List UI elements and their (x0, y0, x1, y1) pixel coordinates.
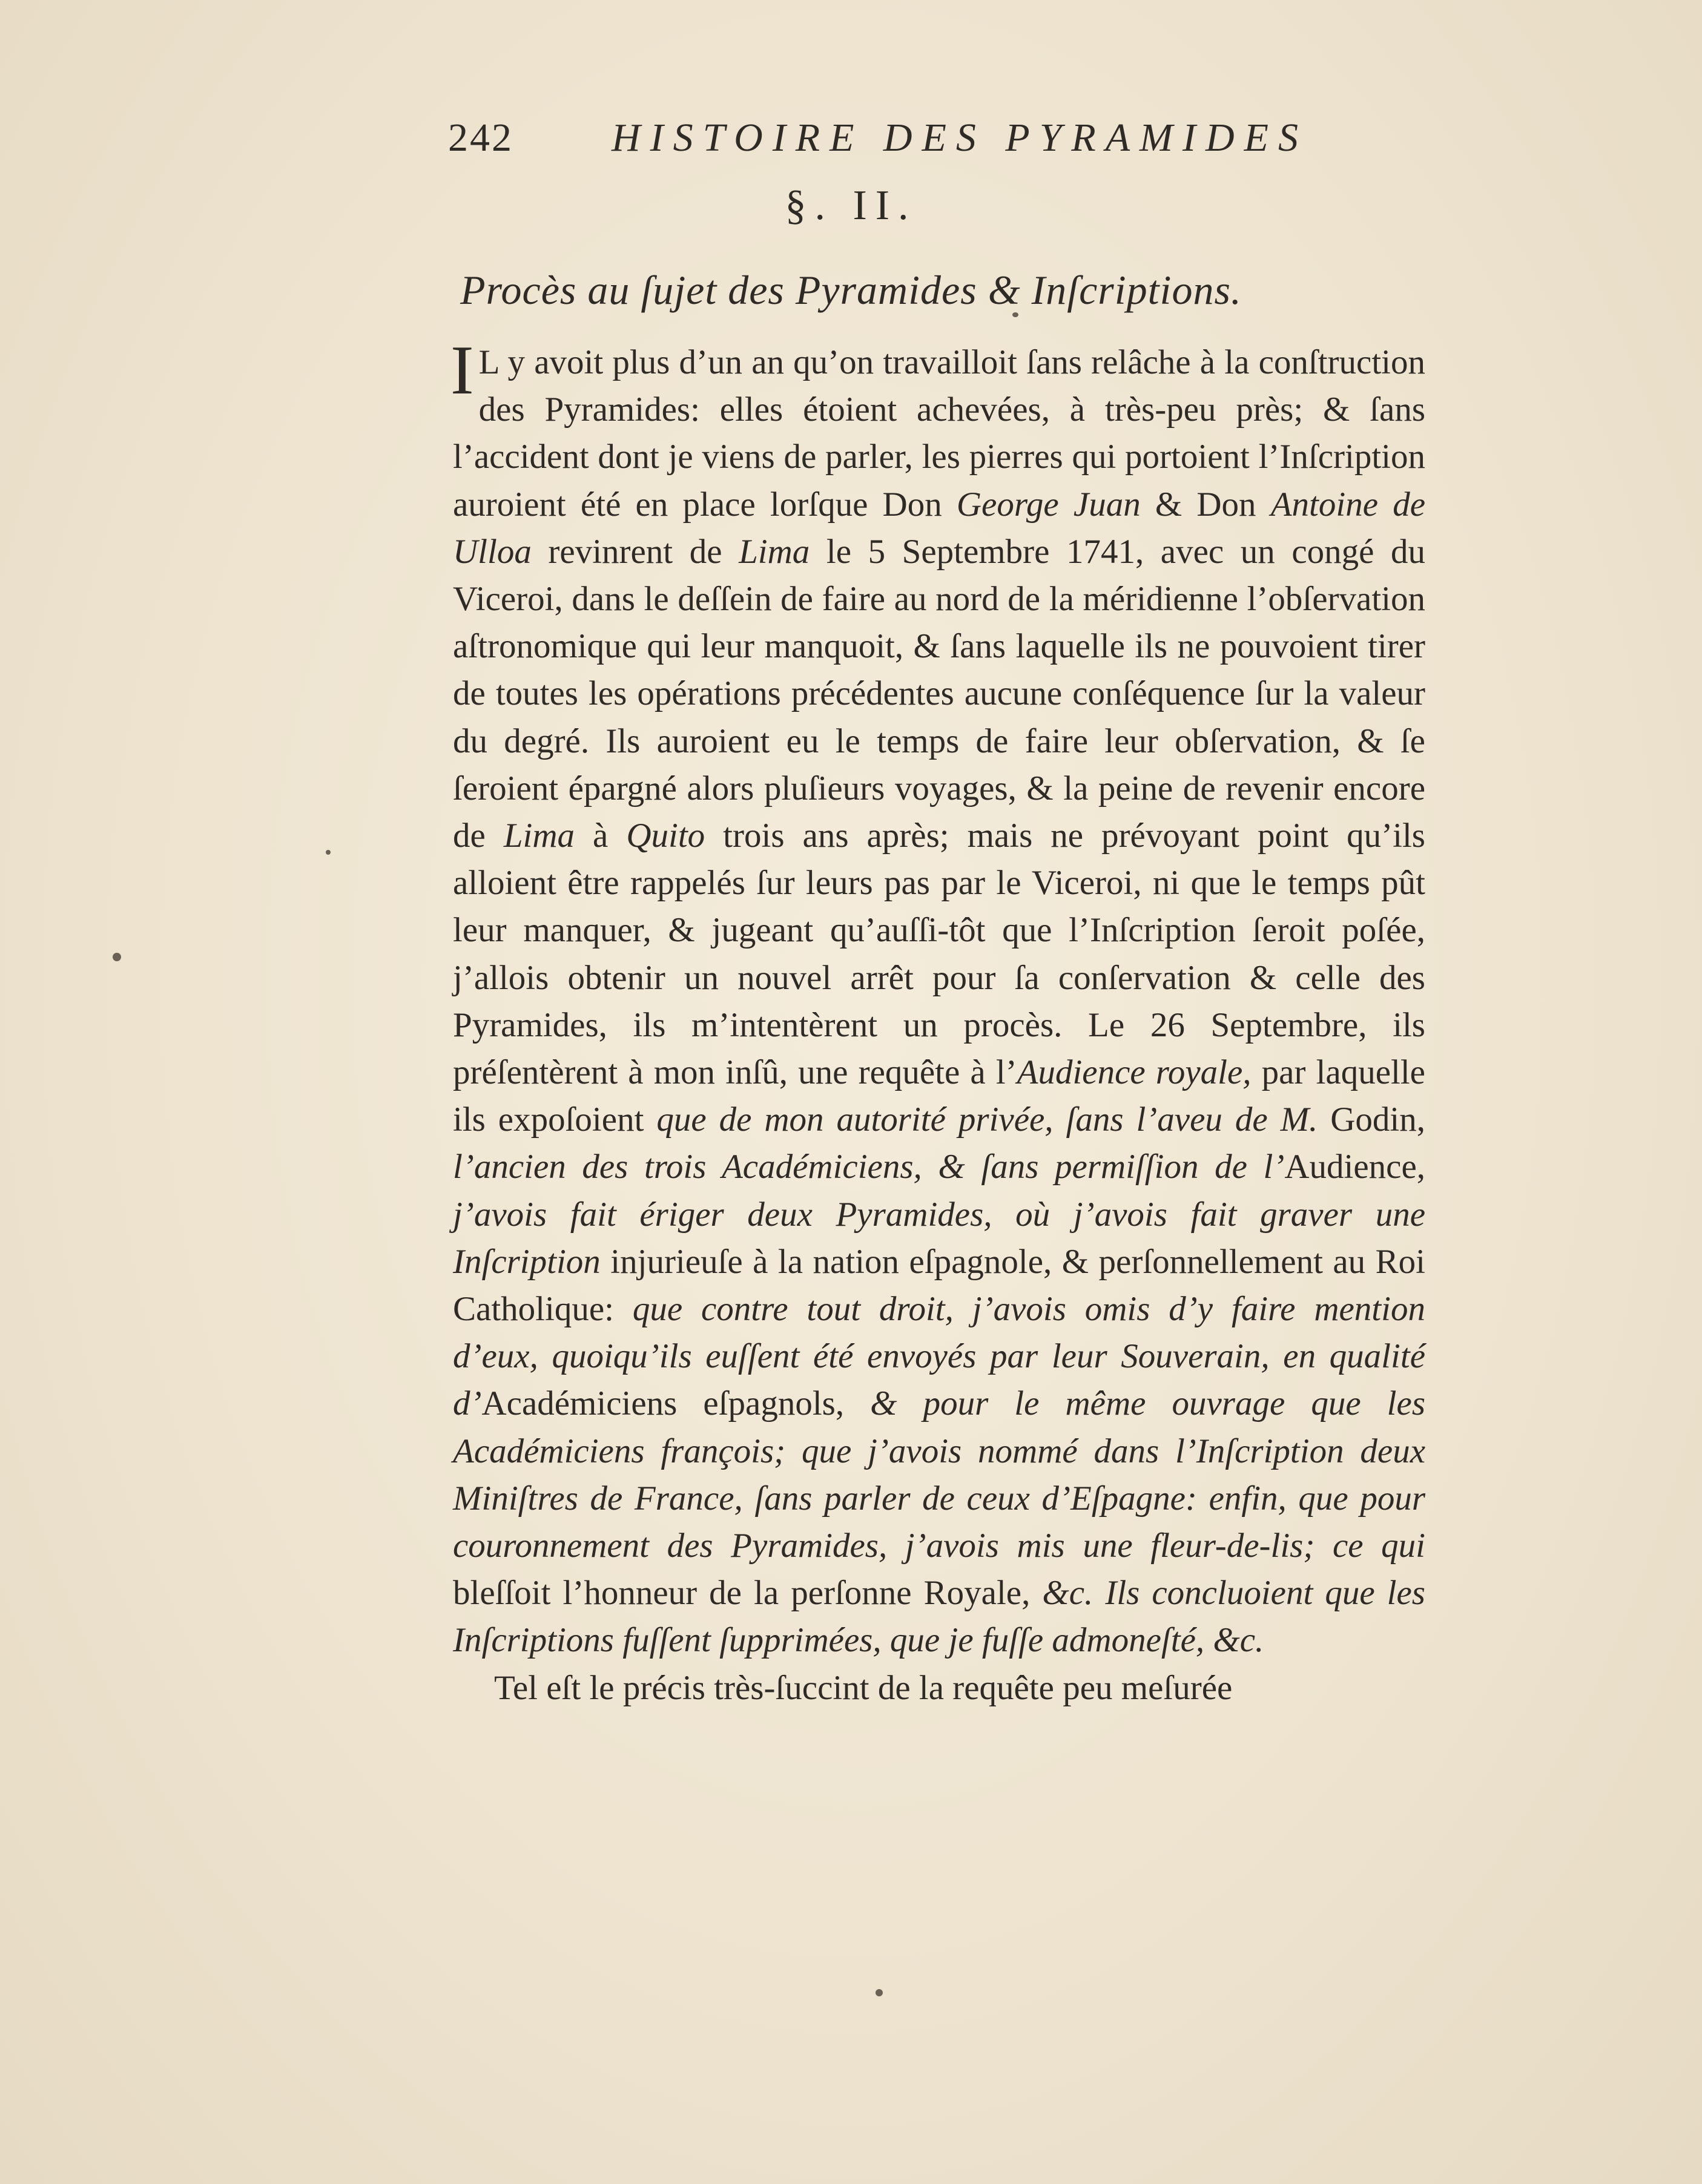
paragraph-1 (450, 332, 1426, 1665)
italic-run: j’avois fait ériger deux Pyramides, où j’avois fait graver une Inſcription (453, 1195, 1425, 1281)
text-run: L y avoit plus d’un an qu’on travailloit ſans relâche à la conſtruction des Pyramides: elles étoient achevées, à très-peu près; & ſans l’accident dont je viens de parler, les pierres qui portoient l’Inſcription auroient été en place lorſque Don (453, 343, 1425, 524)
text-run: injurieuſe à la nation eſpagnole, & perſonnellement au Roi Catholique: (453, 1242, 1425, 1329)
ink-speck (326, 850, 331, 855)
italic-run: Audience royale, (1017, 1053, 1252, 1092)
italic-run: Antoine de Ulloa (453, 485, 1425, 571)
text-run: & Don (1140, 485, 1271, 524)
page-number: 242 (448, 116, 513, 160)
text-run: Académiciens eſpagnols, (481, 1384, 871, 1423)
text-run: Audience, (1284, 1148, 1425, 1186)
italic-run: George Juan (956, 485, 1141, 524)
text-run: par laquelle ils expoſoient (453, 1053, 1425, 1139)
ink-speck (113, 953, 121, 961)
text-run: le 5 Septembre 1741, avec un congé du Viceroi, dans le deſſein de faire au nord de la méridienne l’obſervation aſtronomique qui leur manquoit, & ſans laquelle ils ne pouvoient tirer de toutes les opérations précédentes aucune conſéquence ſur la valeur du degré. Ils auroient eu le temps de faire leur obſervation, & ſe ſeroient épargné alors pluſieurs voyages, & la peine de revenir encore de (453, 532, 1425, 855)
text-run: bleſſoit l’honneur de la perſonne Royale, (453, 1574, 1043, 1613)
section-number: §. II. (785, 182, 917, 229)
italic-run: l’ancien des trois Académiciens, & ſans permiſſion de l’ (453, 1148, 1285, 1186)
running-header (448, 109, 1308, 169)
italic-run: & pour le même ouvrage que les Académiciens françois; que j’avois nommé dans l’Inſcription deux Miniſtres de France, ſans parler de ceux d’Eſpagne: enfin, que pour couronnement des Pyramides, j’avois mis une fleur-de-lis; ce qui (453, 1384, 1426, 1565)
italic-run: Lima (503, 817, 575, 855)
text-run: trois ans après; mais ne prévoyant point qu’ils alloient être rappelés ſur leurs pas par le Viceroi, ni que le temps pût leur manquer, & jugeant qu’auſſi-tôt que l’Inſcription ſeroit poſée, j’allois obtenir un nouvel arrêt pour ſa conſervation & celle des Pyramides, ils m’intentèrent un procès. Le 26 Septembre, ils préſentèrent à mon inſû, une requête à l’ (453, 817, 1425, 1092)
italic-run: &c. Ils concluoient que les Inſcriptions fuſſent ſupprimées, que je fuſſe admoneſté, &c. (453, 1574, 1425, 1660)
body-text (450, 332, 1426, 1712)
section-title: Procès au ſujet des Pyramides & Inſcriptions. (460, 267, 1242, 313)
italic-run: que contre tout droit, j’avois omis d’y faire mention d’eux, quoiqu’ils euſſent été envoyés par leur Souverain, en qualité d’ (453, 1290, 1425, 1423)
drop-cap: I (450, 332, 474, 409)
italic-run: que de mon autorité privée, ſans l’aveu de M. (656, 1100, 1318, 1139)
paragraph-2: Tel eſt le précis très-ſuccint de la requête peu meſurée (494, 1668, 1233, 1707)
text-run: revinrent de (531, 532, 739, 571)
italic-run: Quito (626, 817, 705, 855)
ink-speck (876, 1989, 883, 1996)
italic-run: Lima (739, 532, 810, 571)
text-run: à (575, 817, 627, 855)
text-run: Godin, (1318, 1100, 1426, 1139)
running-title: HISTOIRE DES PYRAMIDES (612, 116, 1308, 160)
